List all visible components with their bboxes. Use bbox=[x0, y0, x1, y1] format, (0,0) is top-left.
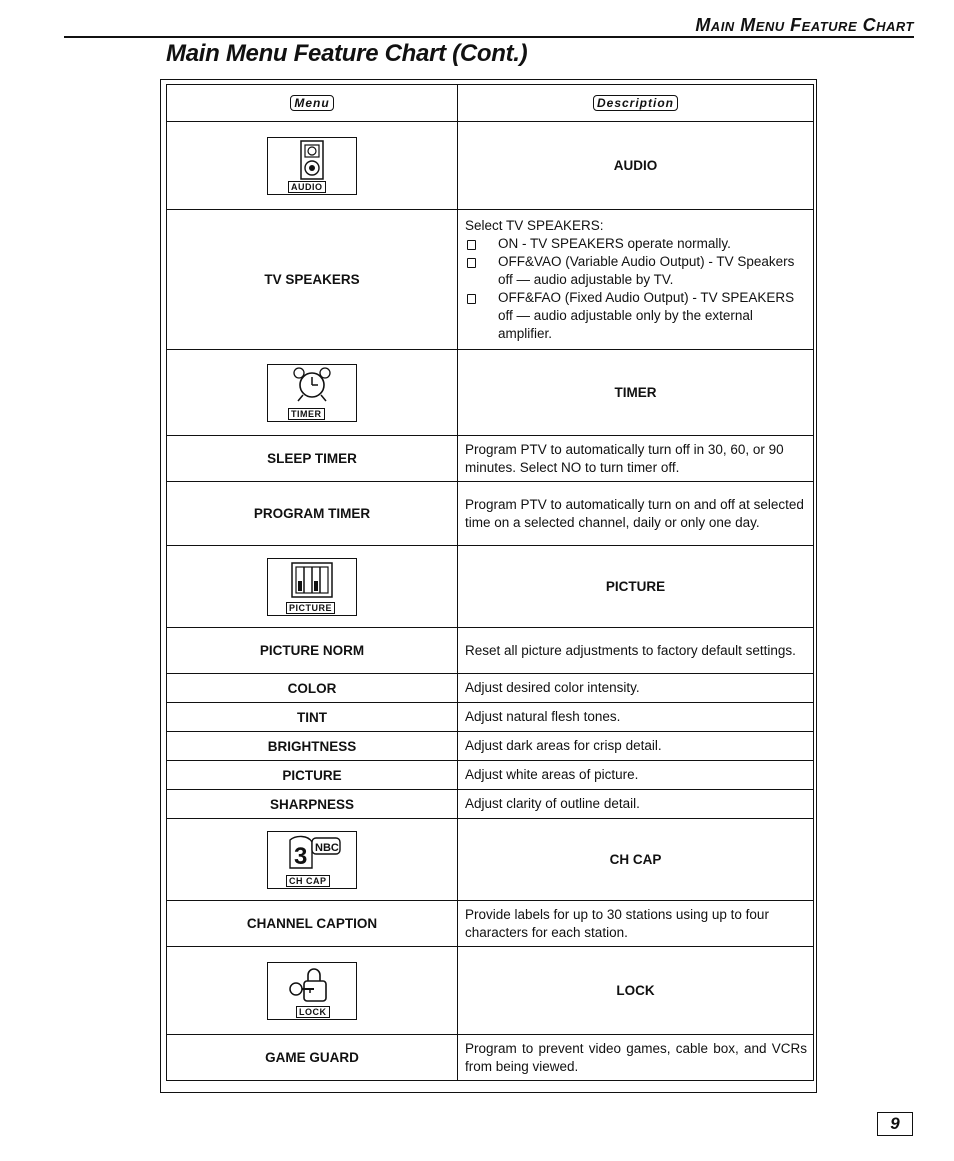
item-name-program-timer: PROGRAM TIMER bbox=[167, 482, 458, 546]
lock-osd-icon bbox=[267, 962, 357, 1020]
page-title: Main Menu Feature Chart (Cont.) bbox=[166, 40, 528, 67]
item-description-tv-speakers bbox=[458, 210, 814, 350]
table-row bbox=[167, 436, 814, 482]
section-row-ch-cap bbox=[167, 819, 814, 901]
item-description-sleep-timer: Program PTV to automatically turn off in 30, 60, or 90 minutes. Select NO to turn timer off. bbox=[458, 436, 814, 482]
lock-icon-cell bbox=[167, 947, 458, 1035]
ch-cap-icon-label: CH CAP bbox=[286, 875, 330, 887]
lock-icon-label: LOCK bbox=[296, 1006, 330, 1018]
description-header: Description bbox=[593, 95, 678, 111]
item-name-channel-caption: CHANNEL CAPTION bbox=[167, 901, 458, 947]
section-row-timer bbox=[167, 350, 814, 436]
item-description-picture-norm: Reset all picture adjustments to factory default settings. bbox=[458, 628, 814, 674]
description-header-cell bbox=[458, 85, 814, 122]
table-row bbox=[167, 901, 814, 947]
item-name-picture-norm: PICTURE NORM bbox=[167, 628, 458, 674]
section-title-picture: PICTURE bbox=[458, 546, 814, 628]
ch-cap-osd-icon bbox=[267, 831, 357, 889]
item-name-sleep-timer: SLEEP TIMER bbox=[167, 436, 458, 482]
table-row bbox=[167, 761, 814, 790]
timer-icon-cell bbox=[167, 350, 458, 436]
list-item: ON - TV SPEAKERS operate normally. bbox=[465, 235, 807, 253]
item-name-sharpness: SHARPNESS bbox=[167, 790, 458, 819]
table-row bbox=[167, 703, 814, 732]
feature-chart-table bbox=[166, 84, 814, 1081]
table-row bbox=[167, 732, 814, 761]
item-description-channel-caption: Provide labels for up to 30 stations using up to four characters for each station. bbox=[458, 901, 814, 947]
section-title-audio: AUDIO bbox=[458, 122, 814, 210]
picture-osd-icon bbox=[267, 558, 357, 616]
page-number: 9 bbox=[877, 1112, 913, 1136]
section-row-lock bbox=[167, 947, 814, 1035]
section-title-ch-cap: CH CAP bbox=[458, 819, 814, 901]
checkbox-bullet-icon bbox=[467, 294, 476, 304]
section-row-picture bbox=[167, 546, 814, 628]
item-description-brightness: Adjust dark areas for crisp detail. bbox=[458, 732, 814, 761]
checkbox-bullet-icon bbox=[467, 240, 476, 250]
picture-icon-cell bbox=[167, 546, 458, 628]
table-row bbox=[167, 674, 814, 703]
item-name-tv-speakers: TV SPEAKERS bbox=[167, 210, 458, 350]
channel-number-glyph: 3 bbox=[294, 842, 308, 870]
item-description-program-timer: Program PTV to automatically turn on and off at selected time on a selected channel, daily or only one day. bbox=[458, 482, 814, 546]
list-item: OFF&FAO (Fixed Audio Output) - TV SPEAKERS off — audio adjustable only by the external amplifier. bbox=[465, 289, 807, 343]
list-item: OFF&VAO (Variable Audio Output) - TV Speakers off — audio adjustable by TV. bbox=[465, 253, 807, 289]
item-name-game-guard: GAME GUARD bbox=[167, 1035, 458, 1081]
ch-cap-icon-cell bbox=[167, 819, 458, 901]
section-row-audio bbox=[167, 122, 814, 210]
header-row bbox=[167, 85, 814, 122]
item-description-sharpness: Adjust clarity of outline detail. bbox=[458, 790, 814, 819]
item-name-tint: TINT bbox=[167, 703, 458, 732]
picture-icon-label: PICTURE bbox=[286, 602, 335, 614]
item-name-brightness: BRIGHTNESS bbox=[167, 732, 458, 761]
menu-header-cell bbox=[167, 85, 458, 122]
table-row bbox=[167, 628, 814, 674]
item-description-picture: Adjust white areas of picture. bbox=[458, 761, 814, 790]
tv-speakers-options bbox=[465, 235, 807, 343]
item-description-color: Adjust desired color intensity. bbox=[458, 674, 814, 703]
table-row bbox=[167, 790, 814, 819]
audio-icon-label: AUDIO bbox=[288, 181, 326, 193]
table-row bbox=[167, 1035, 814, 1081]
item-name-color: COLOR bbox=[167, 674, 458, 703]
menu-header: Menu bbox=[290, 95, 333, 111]
table-row bbox=[167, 210, 814, 350]
audio-osd-icon bbox=[267, 137, 357, 195]
checkbox-bullet-icon bbox=[467, 258, 476, 268]
timer-osd-icon bbox=[267, 364, 357, 422]
item-description-tint: Adjust natural flesh tones. bbox=[458, 703, 814, 732]
section-title-timer: TIMER bbox=[458, 350, 814, 436]
item-description-game-guard: Program to prevent video games, cable box, and VCRs from being viewed. bbox=[458, 1035, 814, 1081]
audio-icon-cell bbox=[167, 122, 458, 210]
station-label-glyph: NBC bbox=[315, 841, 339, 854]
section-title-lock: LOCK bbox=[458, 947, 814, 1035]
timer-icon-label: TIMER bbox=[288, 408, 325, 420]
item-name-picture: PICTURE bbox=[167, 761, 458, 790]
running-head: Main Menu Feature Chart bbox=[64, 16, 914, 38]
tv-speakers-intro: Select TV SPEAKERS: bbox=[465, 217, 604, 233]
table-row bbox=[167, 482, 814, 546]
